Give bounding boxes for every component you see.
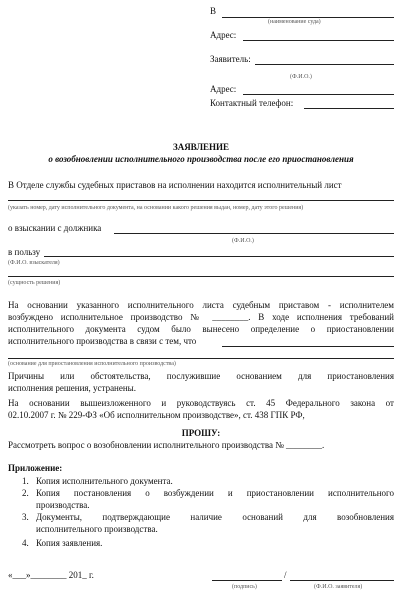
request-text: Рассмотреть вопрос о возобновлении исполнительного производства № ________. xyxy=(8,440,325,450)
applicant-name-field[interactable] xyxy=(290,580,394,581)
request-title: ПРОШУ: xyxy=(181,428,221,438)
paragraph-2-line-1: На основании указанного исполнительного листа судебным приставом - исполнителем xyxy=(8,300,394,310)
paragraph-3-line-2: исполнения решения, устранены. xyxy=(8,383,136,393)
essence-hint: (сущность решения) xyxy=(8,280,61,286)
address2-label: Адрес: xyxy=(210,84,237,94)
favor-field[interactable] xyxy=(44,256,394,257)
attachment-2-text-line-2: производства. xyxy=(36,500,90,510)
address-field[interactable] xyxy=(243,40,394,41)
debtor-label: о взыскании с должника xyxy=(8,223,102,233)
paragraph-2-line-4: исполнительного производства в связи с тем, что xyxy=(8,336,197,346)
debtor-field[interactable] xyxy=(114,233,394,234)
attachment-4-text: Копия заявления. xyxy=(36,538,103,548)
attachment-2-text-line-1: Копия постановления о возбуждении и приостановлении исполнительного xyxy=(36,488,394,498)
signature-slash: / xyxy=(284,570,287,580)
reason-field-2[interactable] xyxy=(8,358,394,359)
signature-field[interactable] xyxy=(212,580,282,581)
favor-hint: (Ф.И.О. взыскателя) xyxy=(8,260,60,266)
phone-label: Контактный телефон: xyxy=(210,98,294,108)
phone-field[interactable] xyxy=(304,108,394,109)
applicant-fio-hint: (Ф.И.О.) xyxy=(290,74,312,80)
attachment-3-num: 3. xyxy=(22,512,29,522)
applicant-label: Заявитель: xyxy=(210,54,251,64)
paragraph-1: В Отделе службы судебных приставов на исполнении находится исполнительный лист xyxy=(8,180,342,190)
reason-field-1[interactable] xyxy=(222,346,394,347)
court-field[interactable] xyxy=(222,17,394,18)
paragraph-3-line-1: Причины или обстоятельства, послужившие основанием для приостановления xyxy=(8,371,394,381)
attachment-4-num: 4. xyxy=(22,538,29,548)
paragraph-4-line-1: На основании вышеизложенного и руководствуясь ст. 45 Федерального закона от xyxy=(8,398,394,408)
reason-hint: (основание для приостановления исполнительного производства) xyxy=(8,361,176,367)
debtor-hint: (Ф.И.О.) xyxy=(232,238,254,244)
exec-doc-field[interactable] xyxy=(8,200,394,201)
date-field[interactable]: «___»________ 201_ г. xyxy=(8,570,94,580)
applicant-name-hint: (Ф.И.О. заявителя) xyxy=(314,584,363,590)
doc-subtitle: о возобновлении исполнительного производства после его приостановления xyxy=(48,154,354,164)
exec-doc-hint: (указать номер, дату исполнительного документа, на основании какого решения выдан, номер, дату этого решения) xyxy=(8,205,304,211)
applicant-field[interactable] xyxy=(255,64,394,65)
attachment-3-text-line-2: исполнительного производства. xyxy=(36,524,158,534)
attachment-2-num: 2. xyxy=(22,488,29,498)
attachments-title: Приложение: xyxy=(8,463,63,473)
paragraph-2-line-2: возбуждено исполнительное производство № ________. В ходе исполнения требований xyxy=(8,312,394,322)
attachment-1-text: Копия исполнительного документа. xyxy=(36,476,173,486)
attachment-1-num: 1. xyxy=(22,476,29,486)
address-label: Адрес: xyxy=(210,30,237,40)
paragraph-2-line-3: исполнительного документа судом было вынесено определение о приостановлении xyxy=(8,324,394,334)
signature-hint: (подпись) xyxy=(232,584,257,590)
paragraph-4-line-2: 02.10.2007 г. № 229-ФЗ «Об исполнительном производстве», ст. 438 ГПК РФ, xyxy=(8,410,305,420)
court-label: В xyxy=(210,6,217,16)
court-hint: (наименование суда) xyxy=(268,19,321,25)
attachment-3-text-line-1: Документы, подтверждающие наличие оснований для возобновления xyxy=(36,512,394,522)
doc-title: ЗАЯВЛЕНИЕ xyxy=(172,142,230,152)
favor-label: в пользу xyxy=(8,247,41,257)
essence-field[interactable] xyxy=(8,276,394,277)
address2-field[interactable] xyxy=(243,94,394,95)
